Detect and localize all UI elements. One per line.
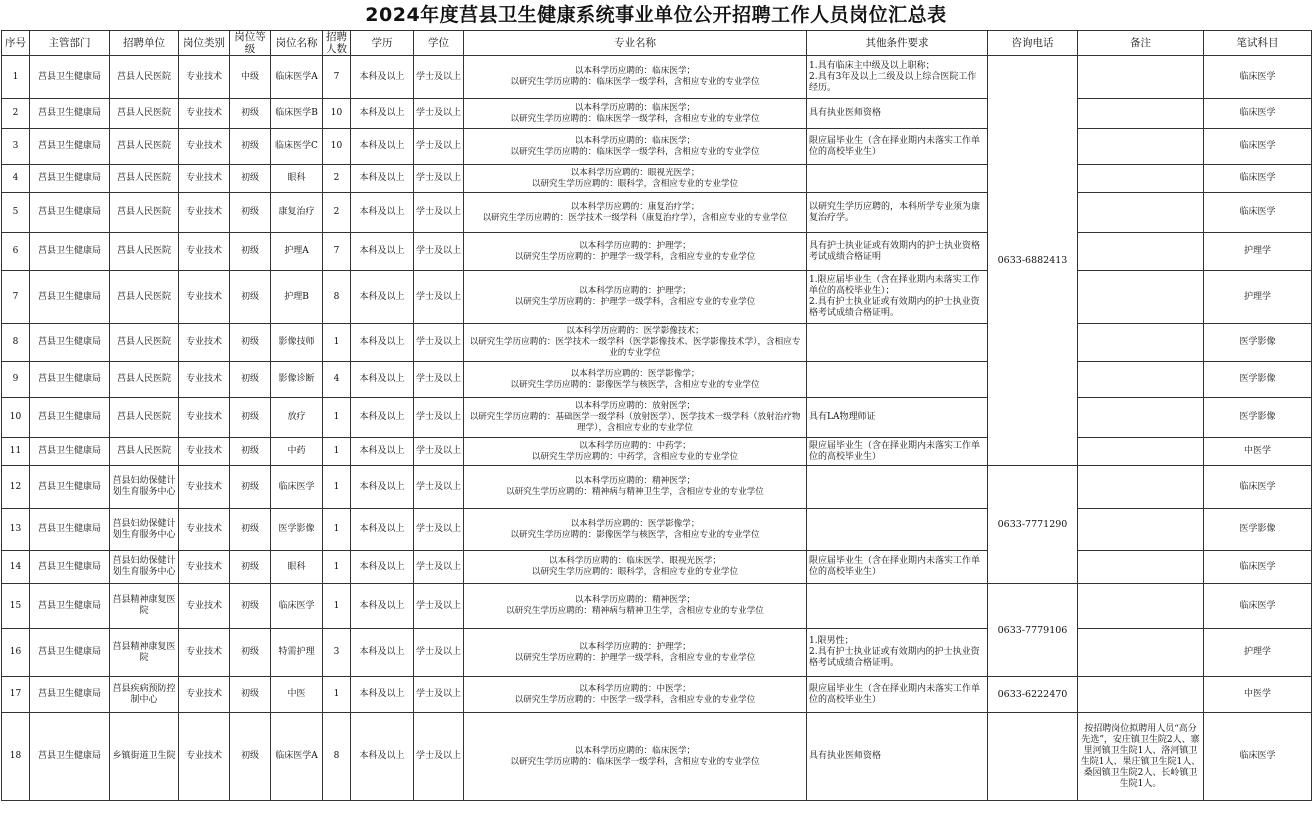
note-cell bbox=[1078, 362, 1204, 398]
row-number: 18 bbox=[2, 713, 30, 801]
category-cell: 专业技术 bbox=[179, 193, 230, 233]
education-cell: 本科及以上 bbox=[351, 466, 414, 509]
table-row bbox=[2, 509, 1312, 551]
note-cell bbox=[1078, 509, 1204, 551]
note-cell bbox=[1078, 56, 1204, 99]
col-header: 招聘单位 bbox=[110, 31, 179, 56]
headcount-cell: 10 bbox=[323, 99, 351, 129]
exam-subject-cell: 护理学 bbox=[1204, 233, 1312, 271]
major-cell: 以本科学历应聘的：临床医学； 以研究生学历应聘的：临床医学一级学科，含相应专业的专业学位 bbox=[464, 713, 807, 801]
row-number: 16 bbox=[2, 629, 30, 677]
education-cell: 本科及以上 bbox=[351, 324, 414, 362]
headcount-cell: 1 bbox=[323, 677, 351, 713]
conditions-cell: 1.限应届毕业生（含在择业期内未落实工作单位的高校毕业生）； 2.具有护士执业证或有效期内的护士执业资格考试成绩合格证明。 bbox=[807, 271, 988, 324]
education-cell: 本科及以上 bbox=[351, 398, 414, 438]
conditions-cell: 限应届毕业生（含在择业期内未落实工作单位的高校毕业生） bbox=[807, 677, 988, 713]
unit-cell: 莒县人民医院 bbox=[110, 165, 179, 193]
col-header: 学历 bbox=[351, 31, 414, 56]
unit-cell: 莒县疾病预防控制中心 bbox=[110, 677, 179, 713]
table-row bbox=[2, 713, 1312, 801]
dept-cell: 莒县卫生健康局 bbox=[30, 713, 110, 801]
unit-cell: 莒县精神康复医院 bbox=[110, 584, 179, 629]
unit-cell: 莒县妇幼保健计划生育服务中心 bbox=[110, 466, 179, 509]
page-title: 2024年度莒县卫生健康系统事业单位公开招聘工作人员岗位汇总表 bbox=[365, 4, 947, 26]
row-number: 14 bbox=[2, 551, 30, 584]
education-cell: 本科及以上 bbox=[351, 629, 414, 677]
exam-subject-cell: 医学影像 bbox=[1204, 324, 1312, 362]
major-cell: 以本科学历应聘的：医学影像学； 以研究生学历应聘的：影像医学与核医学，含相应专业的专业学位 bbox=[464, 509, 807, 551]
major-cell: 以本科学历应聘的：护理学； 以研究生学历应聘的：护理学一级学科，含相应专业的专业学位 bbox=[464, 233, 807, 271]
category-cell: 专业技术 bbox=[179, 677, 230, 713]
conditions-cell bbox=[807, 324, 988, 362]
category-cell: 专业技术 bbox=[179, 129, 230, 165]
major-cell: 以本科学历应聘的：中医学； 以研究生学历应聘的：中医学一级学科，含相应专业的专业学位 bbox=[464, 677, 807, 713]
level-cell: 初级 bbox=[230, 193, 271, 233]
headcount-cell: 8 bbox=[323, 271, 351, 324]
table-body bbox=[2, 56, 1312, 801]
note-cell bbox=[1078, 466, 1204, 509]
unit-cell: 莒县人民医院 bbox=[110, 129, 179, 165]
education-cell: 本科及以上 bbox=[351, 165, 414, 193]
position-name-cell: 影像诊断 bbox=[271, 362, 323, 398]
level-cell: 初级 bbox=[230, 551, 271, 584]
conditions-cell bbox=[807, 362, 988, 398]
row-number: 3 bbox=[2, 129, 30, 165]
position-name-cell: 临床医学A bbox=[271, 56, 323, 99]
position-name-cell: 特需护理 bbox=[271, 629, 323, 677]
unit-cell: 乡镇街道卫生院 bbox=[110, 713, 179, 801]
conditions-cell bbox=[807, 165, 988, 193]
headcount-cell: 2 bbox=[323, 193, 351, 233]
position-name-cell: 临床医学A bbox=[271, 713, 323, 801]
dept-cell: 莒县卫生健康局 bbox=[30, 129, 110, 165]
conditions-cell: 1.限男性； 2.具有护士执业证或有效期内的护士执业资格考试成绩合格证明。 bbox=[807, 629, 988, 677]
major-cell: 以本科学历应聘的：医学影像技术； 以研究生学历应聘的：医学技术一级学科（医学影像技术、医学影像技术学），含相应专业的专业学位 bbox=[464, 324, 807, 362]
major-cell: 以本科学历应聘的：医学影像学； 以研究生学历应聘的：影像医学与核医学，含相应专业的专业学位 bbox=[464, 362, 807, 398]
conditions-cell: 限应届毕业生（含在择业期内未落实工作单位的高校毕业生） bbox=[807, 438, 988, 466]
note-cell bbox=[1078, 165, 1204, 193]
note-cell bbox=[1078, 629, 1204, 677]
education-cell: 本科及以上 bbox=[351, 438, 414, 466]
degree-cell: 学士及以上 bbox=[414, 677, 464, 713]
dept-cell: 莒县卫生健康局 bbox=[30, 398, 110, 438]
category-cell: 专业技术 bbox=[179, 362, 230, 398]
exam-subject-cell: 临床医学 bbox=[1204, 129, 1312, 165]
header-row bbox=[2, 31, 1312, 56]
phone-cell: 0633-6222470 bbox=[988, 677, 1078, 713]
unit-cell: 莒县人民医院 bbox=[110, 233, 179, 271]
note-cell bbox=[1078, 398, 1204, 438]
category-cell: 专业技术 bbox=[179, 629, 230, 677]
table-row bbox=[2, 271, 1312, 324]
table-row bbox=[2, 398, 1312, 438]
category-cell: 专业技术 bbox=[179, 398, 230, 438]
degree-cell: 学士及以上 bbox=[414, 165, 464, 193]
unit-cell: 莒县人民医院 bbox=[110, 99, 179, 129]
major-cell: 以本科学历应聘的：护理学； 以研究生学历应聘的：护理学一级学科，含相应专业的专业学位 bbox=[464, 271, 807, 324]
dept-cell: 莒县卫生健康局 bbox=[30, 193, 110, 233]
exam-subject-cell: 临床医学 bbox=[1204, 713, 1312, 801]
note-cell bbox=[1078, 438, 1204, 466]
row-number: 4 bbox=[2, 165, 30, 193]
conditions-cell: 限应届毕业生（含在择业期内未落实工作单位的高校毕业生） bbox=[807, 129, 988, 165]
headcount-cell: 8 bbox=[323, 713, 351, 801]
level-cell: 初级 bbox=[230, 129, 271, 165]
level-cell: 初级 bbox=[230, 271, 271, 324]
major-cell: 以本科学历应聘的：临床医学； 以研究生学历应聘的：临床医学一级学科，含相应专业的专业学位 bbox=[464, 129, 807, 165]
position-name-cell: 康复治疗 bbox=[271, 193, 323, 233]
major-cell: 以本科学历应聘的：精神医学； 以研究生学历应聘的：精神病与精神卫生学，含相应专业的专业学位 bbox=[464, 584, 807, 629]
col-header: 岗位等级 bbox=[230, 31, 271, 56]
row-number: 8 bbox=[2, 324, 30, 362]
major-cell: 以本科学历应聘的：眼视光医学； 以研究生学历应聘的：眼科学，含相应专业的专业学位 bbox=[464, 165, 807, 193]
job-table bbox=[1, 30, 1312, 801]
headcount-cell: 1 bbox=[323, 438, 351, 466]
dept-cell: 莒县卫生健康局 bbox=[30, 629, 110, 677]
category-cell: 专业技术 bbox=[179, 165, 230, 193]
unit-cell: 莒县人民医院 bbox=[110, 398, 179, 438]
category-cell: 专业技术 bbox=[179, 271, 230, 324]
table-row bbox=[2, 629, 1312, 677]
conditions-cell: 具有执业医师资格 bbox=[807, 99, 988, 129]
conditions-cell: 1.具有临床主中级及以上职称； 2.具有3年及以上二级及以上综合医院工作经历。 bbox=[807, 56, 988, 99]
degree-cell: 学士及以上 bbox=[414, 233, 464, 271]
education-cell: 本科及以上 bbox=[351, 713, 414, 801]
headcount-cell: 7 bbox=[323, 56, 351, 99]
degree-cell: 学士及以上 bbox=[414, 584, 464, 629]
exam-subject-cell: 护理学 bbox=[1204, 271, 1312, 324]
degree-cell: 学士及以上 bbox=[414, 362, 464, 398]
position-name-cell: 中药 bbox=[271, 438, 323, 466]
note-cell bbox=[1078, 677, 1204, 713]
table-row bbox=[2, 324, 1312, 362]
level-cell: 初级 bbox=[230, 509, 271, 551]
major-cell: 以本科学历应聘的：临床医学、眼视光医学； 以研究生学历应聘的：眼科学，含相应专业的专业学位 bbox=[464, 551, 807, 584]
exam-subject-cell: 临床医学 bbox=[1204, 584, 1312, 629]
level-cell: 中级 bbox=[230, 56, 271, 99]
unit-cell: 莒县人民医院 bbox=[110, 362, 179, 398]
degree-cell: 学士及以上 bbox=[414, 466, 464, 509]
headcount-cell: 7 bbox=[323, 233, 351, 271]
education-cell: 本科及以上 bbox=[351, 677, 414, 713]
major-cell: 以本科学历应聘的：放射医学； 以研究生学历应聘的：基础医学一级学科（放射医学）、医学技术一级学科（放射治疗物理学），含相应专业的专业学位 bbox=[464, 398, 807, 438]
degree-cell: 学士及以上 bbox=[414, 629, 464, 677]
conditions-cell: 限应届毕业生（含在择业期内未落实工作单位的高校毕业生） bbox=[807, 551, 988, 584]
position-name-cell: 眼科 bbox=[271, 551, 323, 584]
table-row bbox=[2, 584, 1312, 629]
level-cell: 初级 bbox=[230, 165, 271, 193]
col-header: 专业名称 bbox=[464, 31, 807, 56]
table-row bbox=[2, 99, 1312, 129]
education-cell: 本科及以上 bbox=[351, 551, 414, 584]
col-header: 岗位类别 bbox=[179, 31, 230, 56]
row-number: 2 bbox=[2, 99, 30, 129]
headcount-cell: 1 bbox=[323, 584, 351, 629]
note-cell bbox=[1078, 129, 1204, 165]
education-cell: 本科及以上 bbox=[351, 362, 414, 398]
headcount-cell: 3 bbox=[323, 629, 351, 677]
dept-cell: 莒县卫生健康局 bbox=[30, 99, 110, 129]
headcount-cell: 4 bbox=[323, 362, 351, 398]
dept-cell: 莒县卫生健康局 bbox=[30, 362, 110, 398]
level-cell: 初级 bbox=[230, 324, 271, 362]
category-cell: 专业技术 bbox=[179, 56, 230, 99]
education-cell: 本科及以上 bbox=[351, 271, 414, 324]
major-cell: 以本科学历应聘的：护理学； 以研究生学历应聘的：护理学一级学科，含相应专业的专业学位 bbox=[464, 629, 807, 677]
category-cell: 专业技术 bbox=[179, 509, 230, 551]
col-header: 学位 bbox=[414, 31, 464, 56]
exam-subject-cell: 临床医学 bbox=[1204, 193, 1312, 233]
row-number: 11 bbox=[2, 438, 30, 466]
dept-cell: 莒县卫生健康局 bbox=[30, 324, 110, 362]
degree-cell: 学士及以上 bbox=[414, 398, 464, 438]
position-name-cell: 影像技师 bbox=[271, 324, 323, 362]
category-cell: 专业技术 bbox=[179, 713, 230, 801]
major-cell: 以本科学历应聘的：精神医学； 以研究生学历应聘的：精神病与精神卫生学，含相应专业的专业学位 bbox=[464, 466, 807, 509]
dept-cell: 莒县卫生健康局 bbox=[30, 551, 110, 584]
level-cell: 初级 bbox=[230, 438, 271, 466]
table-row bbox=[2, 466, 1312, 509]
unit-cell: 莒县人民医院 bbox=[110, 56, 179, 99]
note-cell bbox=[1078, 99, 1204, 129]
row-number: 5 bbox=[2, 193, 30, 233]
dept-cell: 莒县卫生健康局 bbox=[30, 466, 110, 509]
dept-cell: 莒县卫生健康局 bbox=[30, 56, 110, 99]
headcount-cell: 10 bbox=[323, 129, 351, 165]
exam-subject-cell: 中医学 bbox=[1204, 438, 1312, 466]
table-row bbox=[2, 56, 1312, 99]
exam-subject-cell: 临床医学 bbox=[1204, 99, 1312, 129]
level-cell: 初级 bbox=[230, 677, 271, 713]
phone-cell: 0633-7771290 bbox=[988, 466, 1078, 584]
conditions-cell: 具有执业医师资格 bbox=[807, 713, 988, 801]
level-cell: 初级 bbox=[230, 233, 271, 271]
position-name-cell: 眼科 bbox=[271, 165, 323, 193]
education-cell: 本科及以上 bbox=[351, 129, 414, 165]
unit-cell: 莒县妇幼保健计划生育服务中心 bbox=[110, 509, 179, 551]
level-cell: 初级 bbox=[230, 398, 271, 438]
level-cell: 初级 bbox=[230, 362, 271, 398]
dept-cell: 莒县卫生健康局 bbox=[30, 677, 110, 713]
unit-cell: 莒县人民医院 bbox=[110, 193, 179, 233]
position-name-cell: 护理B bbox=[271, 271, 323, 324]
col-header: 主管部门 bbox=[30, 31, 110, 56]
degree-cell: 学士及以上 bbox=[414, 713, 464, 801]
col-header: 招聘人数 bbox=[323, 31, 351, 56]
degree-cell: 学士及以上 bbox=[414, 129, 464, 165]
exam-subject-cell: 临床医学 bbox=[1204, 466, 1312, 509]
exam-subject-cell: 临床医学 bbox=[1204, 551, 1312, 584]
major-cell: 以本科学历应聘的：中药学； 以研究生学历应聘的：中药学，含相应专业的专业学位 bbox=[464, 438, 807, 466]
major-cell: 以本科学历应聘的：临床医学； 以研究生学历应聘的：临床医学一级学科，含相应专业的专业学位 bbox=[464, 56, 807, 99]
dept-cell: 莒县卫生健康局 bbox=[30, 271, 110, 324]
headcount-cell: 1 bbox=[323, 324, 351, 362]
category-cell: 专业技术 bbox=[179, 438, 230, 466]
major-cell: 以本科学历应聘的：康复治疗学； 以研究生学历应聘的：医学技术一级学科（康复治疗学），含相应专业的专业学位 bbox=[464, 193, 807, 233]
level-cell: 初级 bbox=[230, 584, 271, 629]
degree-cell: 学士及以上 bbox=[414, 56, 464, 99]
position-name-cell: 放疗 bbox=[271, 398, 323, 438]
level-cell: 初级 bbox=[230, 466, 271, 509]
unit-cell: 莒县妇幼保健计划生育服务中心 bbox=[110, 551, 179, 584]
headcount-cell: 1 bbox=[323, 398, 351, 438]
col-header: 备注 bbox=[1078, 31, 1204, 56]
col-header: 序号 bbox=[2, 31, 30, 56]
phone-cell: 0633-6882413 bbox=[988, 56, 1078, 466]
education-cell: 本科及以上 bbox=[351, 56, 414, 99]
dept-cell: 莒县卫生健康局 bbox=[30, 438, 110, 466]
row-number: 10 bbox=[2, 398, 30, 438]
exam-subject-cell: 临床医学 bbox=[1204, 165, 1312, 193]
col-header: 其他条件要求 bbox=[807, 31, 988, 56]
col-header: 笔试科目 bbox=[1204, 31, 1312, 56]
category-cell: 专业技术 bbox=[179, 466, 230, 509]
note-cell bbox=[1078, 271, 1204, 324]
note-cell bbox=[1078, 193, 1204, 233]
exam-subject-cell: 医学影像 bbox=[1204, 509, 1312, 551]
note-cell bbox=[1078, 324, 1204, 362]
position-name-cell: 护理A bbox=[271, 233, 323, 271]
position-name-cell: 中医 bbox=[271, 677, 323, 713]
category-cell: 专业技术 bbox=[179, 99, 230, 129]
note-cell bbox=[1078, 584, 1204, 629]
headcount-cell: 1 bbox=[323, 466, 351, 509]
degree-cell: 学士及以上 bbox=[414, 438, 464, 466]
phone-cell: 0633-7779106 bbox=[988, 584, 1078, 677]
table-row bbox=[2, 193, 1312, 233]
note-cell bbox=[1078, 551, 1204, 584]
table-row bbox=[2, 362, 1312, 398]
exam-subject-cell: 医学影像 bbox=[1204, 362, 1312, 398]
dept-cell: 莒县卫生健康局 bbox=[30, 509, 110, 551]
education-cell: 本科及以上 bbox=[351, 509, 414, 551]
table-row bbox=[2, 129, 1312, 165]
degree-cell: 学士及以上 bbox=[414, 324, 464, 362]
exam-subject-cell: 护理学 bbox=[1204, 629, 1312, 677]
headcount-cell: 1 bbox=[323, 551, 351, 584]
position-name-cell: 临床医学 bbox=[271, 466, 323, 509]
row-number: 1 bbox=[2, 56, 30, 99]
exam-subject-cell: 临床医学 bbox=[1204, 56, 1312, 99]
table-row bbox=[2, 438, 1312, 466]
conditions-cell: 具有LA物理师证 bbox=[807, 398, 988, 438]
note-cell bbox=[1078, 233, 1204, 271]
note-cell: 按招聘岗位拟聘用人员“高分先选”，安庄镇卫生院2人、寨里河镇卫生院1人、洛河镇卫生院1人、果庄镇卫生院1人、桑园镇卫生院2人、长岭镇卫生院1人。 bbox=[1078, 713, 1204, 801]
row-number: 7 bbox=[2, 271, 30, 324]
unit-cell: 莒县人民医院 bbox=[110, 324, 179, 362]
unit-cell: 莒县精神康复医院 bbox=[110, 629, 179, 677]
headcount-cell: 2 bbox=[323, 165, 351, 193]
table-row bbox=[2, 551, 1312, 584]
education-cell: 本科及以上 bbox=[351, 233, 414, 271]
education-cell: 本科及以上 bbox=[351, 584, 414, 629]
conditions-cell bbox=[807, 584, 988, 629]
category-cell: 专业技术 bbox=[179, 551, 230, 584]
row-number: 17 bbox=[2, 677, 30, 713]
table-row bbox=[2, 677, 1312, 713]
phone-cell bbox=[988, 713, 1078, 801]
degree-cell: 学士及以上 bbox=[414, 193, 464, 233]
row-number: 6 bbox=[2, 233, 30, 271]
major-cell: 以本科学历应聘的：临床医学； 以研究生学历应聘的：临床医学一级学科，含相应专业的专业学位 bbox=[464, 99, 807, 129]
dept-cell: 莒县卫生健康局 bbox=[30, 233, 110, 271]
exam-subject-cell: 中医学 bbox=[1204, 677, 1312, 713]
degree-cell: 学士及以上 bbox=[414, 551, 464, 584]
unit-cell: 莒县人民医院 bbox=[110, 438, 179, 466]
dept-cell: 莒县卫生健康局 bbox=[30, 584, 110, 629]
conditions-cell bbox=[807, 509, 988, 551]
level-cell: 初级 bbox=[230, 713, 271, 801]
table-row bbox=[2, 233, 1312, 271]
degree-cell: 学士及以上 bbox=[414, 509, 464, 551]
degree-cell: 学士及以上 bbox=[414, 99, 464, 129]
headcount-cell: 1 bbox=[323, 509, 351, 551]
row-number: 12 bbox=[2, 466, 30, 509]
row-number: 9 bbox=[2, 362, 30, 398]
category-cell: 专业技术 bbox=[179, 233, 230, 271]
level-cell: 初级 bbox=[230, 99, 271, 129]
row-number: 15 bbox=[2, 584, 30, 629]
conditions-cell bbox=[807, 466, 988, 509]
position-name-cell: 临床医学 bbox=[271, 584, 323, 629]
exam-subject-cell: 医学影像 bbox=[1204, 398, 1312, 438]
table-row bbox=[2, 165, 1312, 193]
education-cell: 本科及以上 bbox=[351, 193, 414, 233]
category-cell: 专业技术 bbox=[179, 324, 230, 362]
position-name-cell: 医学影像 bbox=[271, 509, 323, 551]
position-name-cell: 临床医学B bbox=[271, 99, 323, 129]
col-header: 咨询电话 bbox=[988, 31, 1078, 56]
row-number: 13 bbox=[2, 509, 30, 551]
conditions-cell: 以研究生学历应聘的，本科所学专业须为康复治疗学。 bbox=[807, 193, 988, 233]
degree-cell: 学士及以上 bbox=[414, 271, 464, 324]
dept-cell: 莒县卫生健康局 bbox=[30, 165, 110, 193]
position-name-cell: 临床医学C bbox=[271, 129, 323, 165]
col-header: 岗位名称 bbox=[271, 31, 323, 56]
unit-cell: 莒县人民医院 bbox=[110, 271, 179, 324]
category-cell: 专业技术 bbox=[179, 584, 230, 629]
conditions-cell: 具有护士执业证或有效期内的护士执业资格考试成绩合格证明 bbox=[807, 233, 988, 271]
education-cell: 本科及以上 bbox=[351, 99, 414, 129]
level-cell: 初级 bbox=[230, 629, 271, 677]
